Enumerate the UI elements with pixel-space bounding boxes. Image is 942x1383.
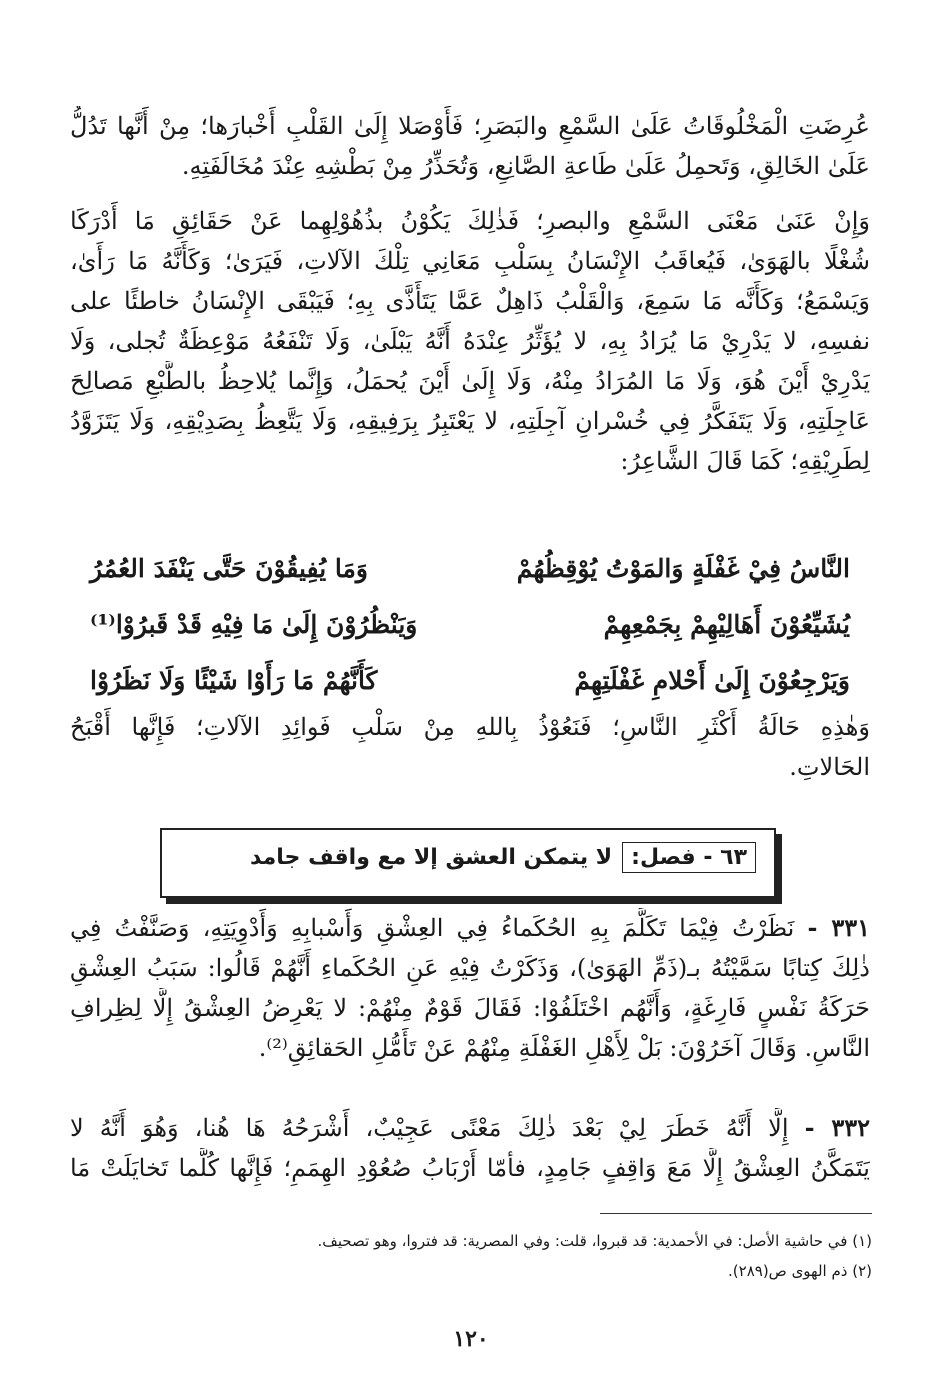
verse-first-half: النَّاسُ فِيْ غَفْلَةٍ وَالمَوْتُ يُوْقِظُهُمْ <box>516 553 850 583</box>
text-line: وَيَسْمَعُ؛ وَكَأَنَّه مَا سَمِعَ، وَالْقَلْبُ ذَاهِلٌ عَمَّا يَتَأَذَّى بِهِ؛ فَيَبْقَى الإِنْسَانُ خاطئًا على <box>70 287 870 315</box>
footnote-1: (١) في حاشية الأصل: في الأحمدية: قد قبروا، قلت: وفي المصرية: قد فتروا، وهو تصحيف. <box>317 1232 872 1250</box>
text-line: عَلَىٰ الخَالِقِ، وَتَحمِلُ عَلَىٰ طَاعةِ الصَّانِعِ، وَتُحَذِّرُ مِنْ بَطْشِهِ عِنْدَ مُخَالَفَتِهِ. <box>181 152 870 180</box>
verse-second-half: وَمَا يُفِيقُوْنَ حَتَّى يَنْفَدَ العُمُرُ <box>90 553 368 583</box>
text-line: شُغْلًا بالهَوَىٰ، فَيُعاقَبُ الإِنْسَانُ بِسَلْبِ مَعَانِي تِلْكَ الآلاتِ، فَيَرَىٰ؛ وَكَأَنَّهُ مَا رَأَىٰ، <box>70 247 870 275</box>
chapter-heading <box>250 842 756 873</box>
section-number: ٣٣٢ - <box>804 1113 870 1142</box>
footnote-2: (٢) ذم الهوى ص(٢٨٩). <box>728 1262 872 1280</box>
text-line <box>70 1108 870 1148</box>
text-line: وَإِنْ عَنَىٰ مَعْنَى السَّمْعِ والبصرِ؛ فَذٰلِكَ يَكُوْنُ بذُهُوْلِهِما عَنْ حَقَائِقِ مَا أَدْرَكَا <box>70 207 870 235</box>
text-line: نفسِهِ، لا يَدْرِيْ مَا يُرَادُ بِهِ، لا يُؤَثِّرُ عِنْدَهُ أَنَّهُ يَبْلَىٰ، وَلَا تَنْفَعُهُ مَوْعِظَةٌ تُجلى، وَلَا <box>70 327 870 355</box>
section-332 <box>70 1108 870 1188</box>
text-line: يَدْرِيْ أَيْنَ هُوَ، وَلَا مَا المُرَادُ مِنْهُ، وَلَا إِلَىٰ أَيْنَ يُحمَلُ، وَإِنَّما يُلاحِظُ بالطَّبْعِ مَصالِحَ <box>70 367 870 395</box>
text-line <box>70 908 870 948</box>
text-line: عَاجِلَتِهِ، وَلَا يَتَفَكَّرُ فِي خُسْرانِ آجِلَتِهِ، لا يَعْتَبِرُ بِرَفِيقِهِ، وَلَا يَتَّعِظُ بِصَدِيْقِهِ، وَلَا يَتَزَوَّدُ <box>70 407 870 435</box>
verse-second-half: كَأَنَّهُمْ مَا رَأَوْا شَيْئًا وَلَا نَظَرُوْا <box>90 665 378 695</box>
text-line: النَّاسِ. وَقَالَ آخَرُوْنَ: بَلْ لِأَهْلِ الغَفْلَةِ مِنْهُمْ عَنْ تَأَمُّلِ الحَقائِقِ⁽²⁾. <box>258 1034 870 1062</box>
text-line: عُرِضَتِ الْمَخْلُوقَاتُ عَلَىٰ السَّمْعِ والبَصَرِ؛ فَأَوْصَلا إِلَىٰ القَلْبِ أَخْبارَها؛ مِنْ أَنَّها تَدُلُّ <box>70 112 870 140</box>
section-number: ٣٣١ - <box>807 913 870 942</box>
text-line: وَهٰذِهِ حَالَةُ أَكْثَرِ النَّاسِ؛ فَنَعُوْذُ بِاللهِ مِنْ سَلْبِ فَوائِدِ الآلاتِ؛ فَإِنَّها أَقْبَحُ <box>70 713 870 741</box>
verse-first-half: يُشَيِّعُوْنَ أَهَالِيْهِمْ بِجَمْعِهِمْ <box>603 609 850 639</box>
footnote-divider <box>600 1213 872 1214</box>
paragraph-1 <box>70 106 870 186</box>
text-line: لِطَرِيْقِهِ؛ كَمَا قَالَ الشَّاعِرُ: <box>620 447 870 475</box>
paragraph-3 <box>70 707 870 787</box>
text-line: الحَالاتِ. <box>789 753 870 781</box>
text-line: حَرَكَةُ نَفْسٍ فَارِغَةٍ، وَأَنَّهُم اخْتَلَفُوْا: فَقَالَ قَوْمٌ مِنْهُمْ: لا يَعْرِضُ العِشْقُ إِلَّا لِظِرافِ <box>70 994 870 1022</box>
poem-verse <box>90 652 850 708</box>
section-331 <box>70 908 870 1068</box>
text-line: ذٰلِكَ كِتابًا سَمَّيْتُهُ بـ(ذَمِّ الهَوَىٰ)، وَذَكَرْتُ فِيْهِ عَنِ الحُكَماءِ أَنَّهُمْ قَالُوا: سَبَبُ العِشْقِ <box>70 954 870 982</box>
section-text: إِلَّا أَنَّهُ خَطَرَ لِيْ بَعْدَ ذٰلِكَ مَعْنًى عَجِيْبٌ، أَشْرَحُهُ هَا هُنا، وَهُوَ أَنَّهُ لا <box>70 1114 789 1142</box>
chapter-number: ٦٣ - فصل: <box>622 842 756 873</box>
poem <box>90 540 850 708</box>
verse-first-half: وَيَرْجِعُوْنَ إِلَىٰ أَحْلامِ غَفْلَتِهِمْ <box>574 665 850 695</box>
poem-verse <box>90 540 850 596</box>
verse-second-half: وَيَنْظُرُوْنَ إِلَىٰ مَا فِيْهِ قَدْ قَبرُوْا⁽¹⁾ <box>90 609 418 639</box>
paragraph-2 <box>70 201 870 481</box>
text-line: يَتَمَكَّنُ العِشْقُ إِلَّا مَعَ وَاقِفٍ جَامِدٍ، فأمّا أَرْبَابُ صُعُوْدِ الهِمَمِ؛ فَإِنَّها كُلَّما تَخايَلَتْ مَا <box>70 1154 870 1182</box>
chapter-title: لا يتمكن العشق إلا مع واقف جامد <box>249 845 613 870</box>
section-text: نَظَرْتُ فِيْمَا تَكَلَّمَ بِهِ الحُكَماءُ فِي العِشْقِ وَأَسْبابِهِ وَأَدْوِيَتِهِ، وَصَنَّفْتُ فِي <box>70 914 795 942</box>
chapter-heading-box <box>160 828 776 898</box>
poem-verse <box>90 596 850 652</box>
page-number: ١٢٠ <box>453 1326 489 1352</box>
